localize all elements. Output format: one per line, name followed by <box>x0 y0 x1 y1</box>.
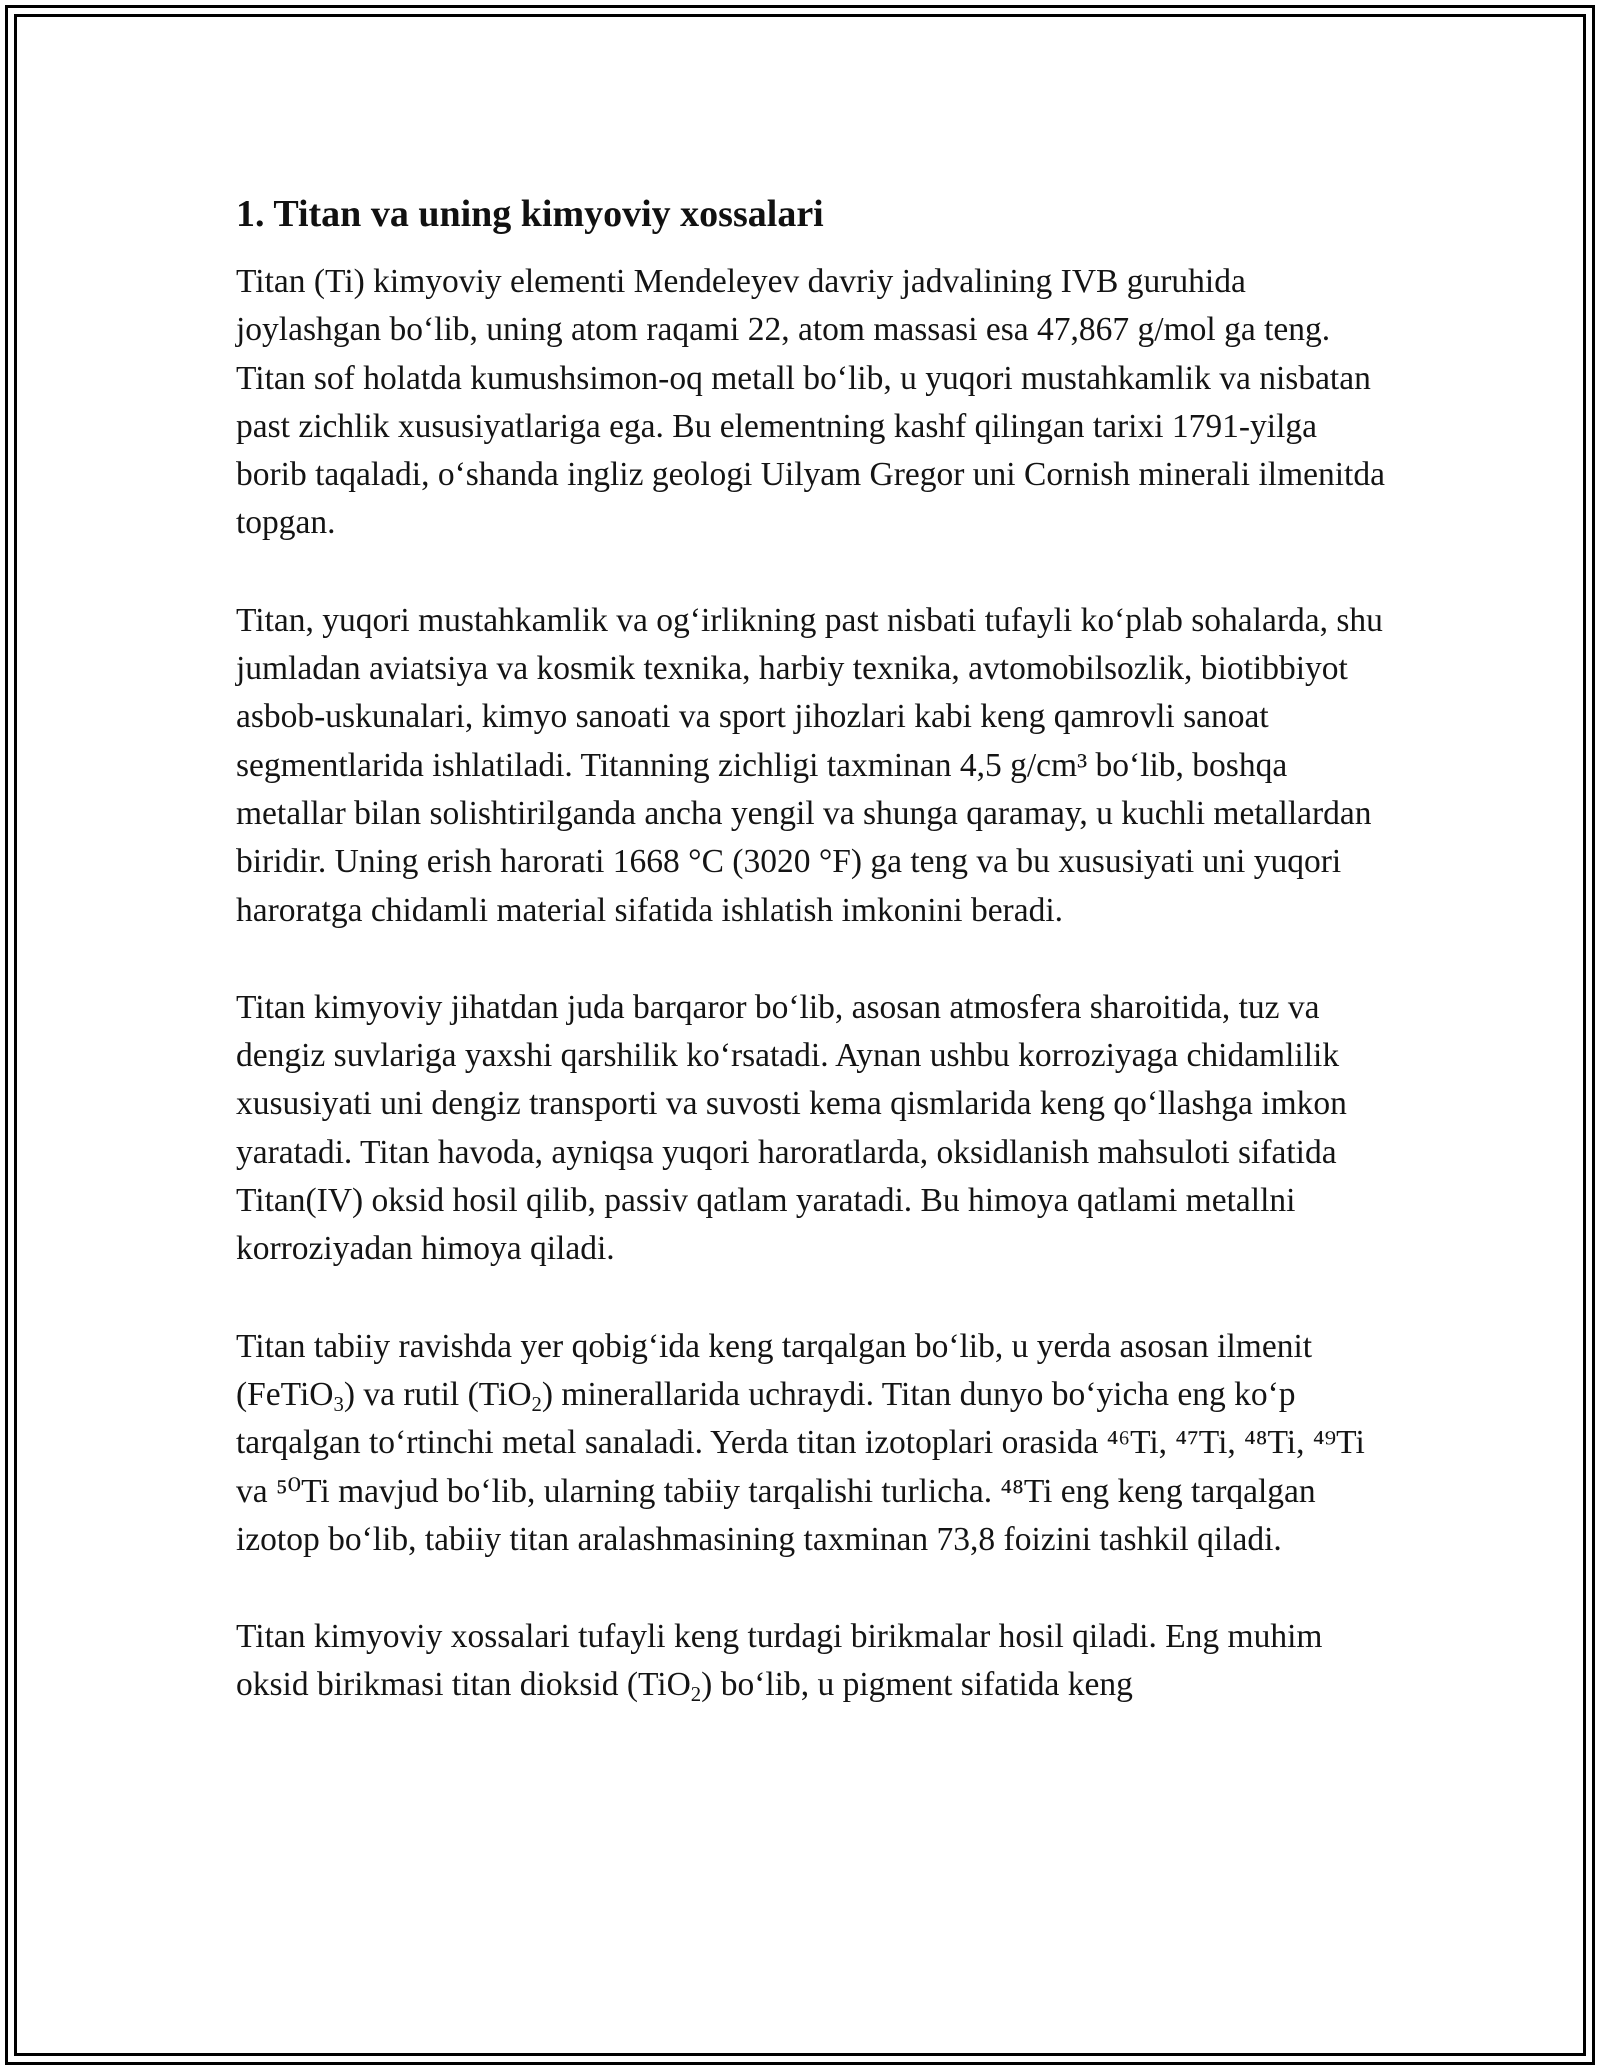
paragraph-4-text-a: Titan tabiiy ravishda yer qobig‘ida keng tarqalgan bo‘lib, u yerda asosan ilmenit (FeTiO <box>236 1327 1313 1413</box>
paragraph-5-text-b: ) bo‘lib, u pigment sifatida keng <box>701 1666 1133 1704</box>
paragraph-4-text-b: ) va rutil (TiO <box>343 1375 532 1413</box>
section-heading: 1. Titan va uning kimyoviy xossalari <box>236 193 824 235</box>
paragraph-4 <box>236 1323 1396 1564</box>
paragraph-3: Titan kimyoviy jihatdan juda barqaror bo‘lib, asosan atmosfera sharoitida, tuz va dengiz suvlariga yaxshi qarshilik ko‘rsatadi. Aynan ushbu korroziyaga chidamlilik xususiyati uni dengiz transporti va suvosti kema qismlarida keng qo‘llashga imkon yaratadi. Titan havoda, ayniqsa yuqori haroratlarda, oksidlanish mahsuloti sifatida Titan(IV) oksid hosil qilib, passiv qatlam yaratadi. Bu himoya qatlami metallni korroziyadan himoya qiladi. <box>236 988 1347 1268</box>
paragraph-4-text-c: ) minerallarida uchraydi. Titan dunyo bo‘yicha eng ko‘p tarqalgan to‘rtinchi metal sanaladi. Yerda titan izotoplari orasida ⁴⁶Ti, ⁴⁷Ti, ⁴⁸Ti, ⁴⁹Ti va ⁵⁰Ti mavjud bo‘lib, ularning tabiiy tarqalishi turlicha. ⁴⁸Ti eng keng tarqalgan izotop bo‘lib, tabiiy titan aralashmasining taxminan 73,8 foizini tashkil qiladi. <box>236 1375 1365 1558</box>
paragraph-2: Titan, yuqori mustahkamlik va og‘irlikning past nisbati tufayli ko‘plab sohalarda, shu jumladan aviatsiya va kosmik texnika, harbiy texnika, avtomobilsozlik, biotibbiyot asbob-uskunalari, kimyo sanoati va sport jihozlari kabi keng qamrovli sanoat segmentlarida ishlatiladi. Titanning zichligi taxminan 4,5 g/cm³ bo‘lib, boshqa metallar bilan solishtirilganda ancha yengil va shunga qaramay, u kuchli metallardan biridir. Uning erish harorati 1668 °C (3020 °F) ga teng va bu xususiyati uni yuqori haroratga chidamli material sifatida ishlatish imkonini beradi. <box>236 601 1383 929</box>
document-body <box>236 182 1396 1759</box>
subscript: 2 <box>690 1683 702 1707</box>
paragraph-5-text-a: Titan kimyoviy xossalari tufayli keng turdagi birikmalar hosil qiladi. Eng muhim oksid birikmasi titan dioksid (TiO <box>236 1618 1323 1704</box>
subscript: 3 <box>333 1392 344 1416</box>
paragraph-1: Titan (Ti) kimyoviy elementi Mendeleyev davriy jadvalining IVB guruhida joylashgan bo‘lib, uning atom raqami 22, atom massasi esa 47,867 g/mol ga teng. Titan sof holatda kumushsimon-oq metall bo‘lib, u yuqori mustahkamlik va nisbatan past zichlik xususiyatlariga ega. Bu elementning kashf qilingan tarixi 1791-yilga borib taqaladi, o‘shanda ingliz geologi Uilyam Gregor uni Cornish minerali ilmenitda topgan. <box>236 263 1385 542</box>
paragraph-5 <box>236 1613 1396 1710</box>
subscript: 2 <box>531 1392 542 1416</box>
